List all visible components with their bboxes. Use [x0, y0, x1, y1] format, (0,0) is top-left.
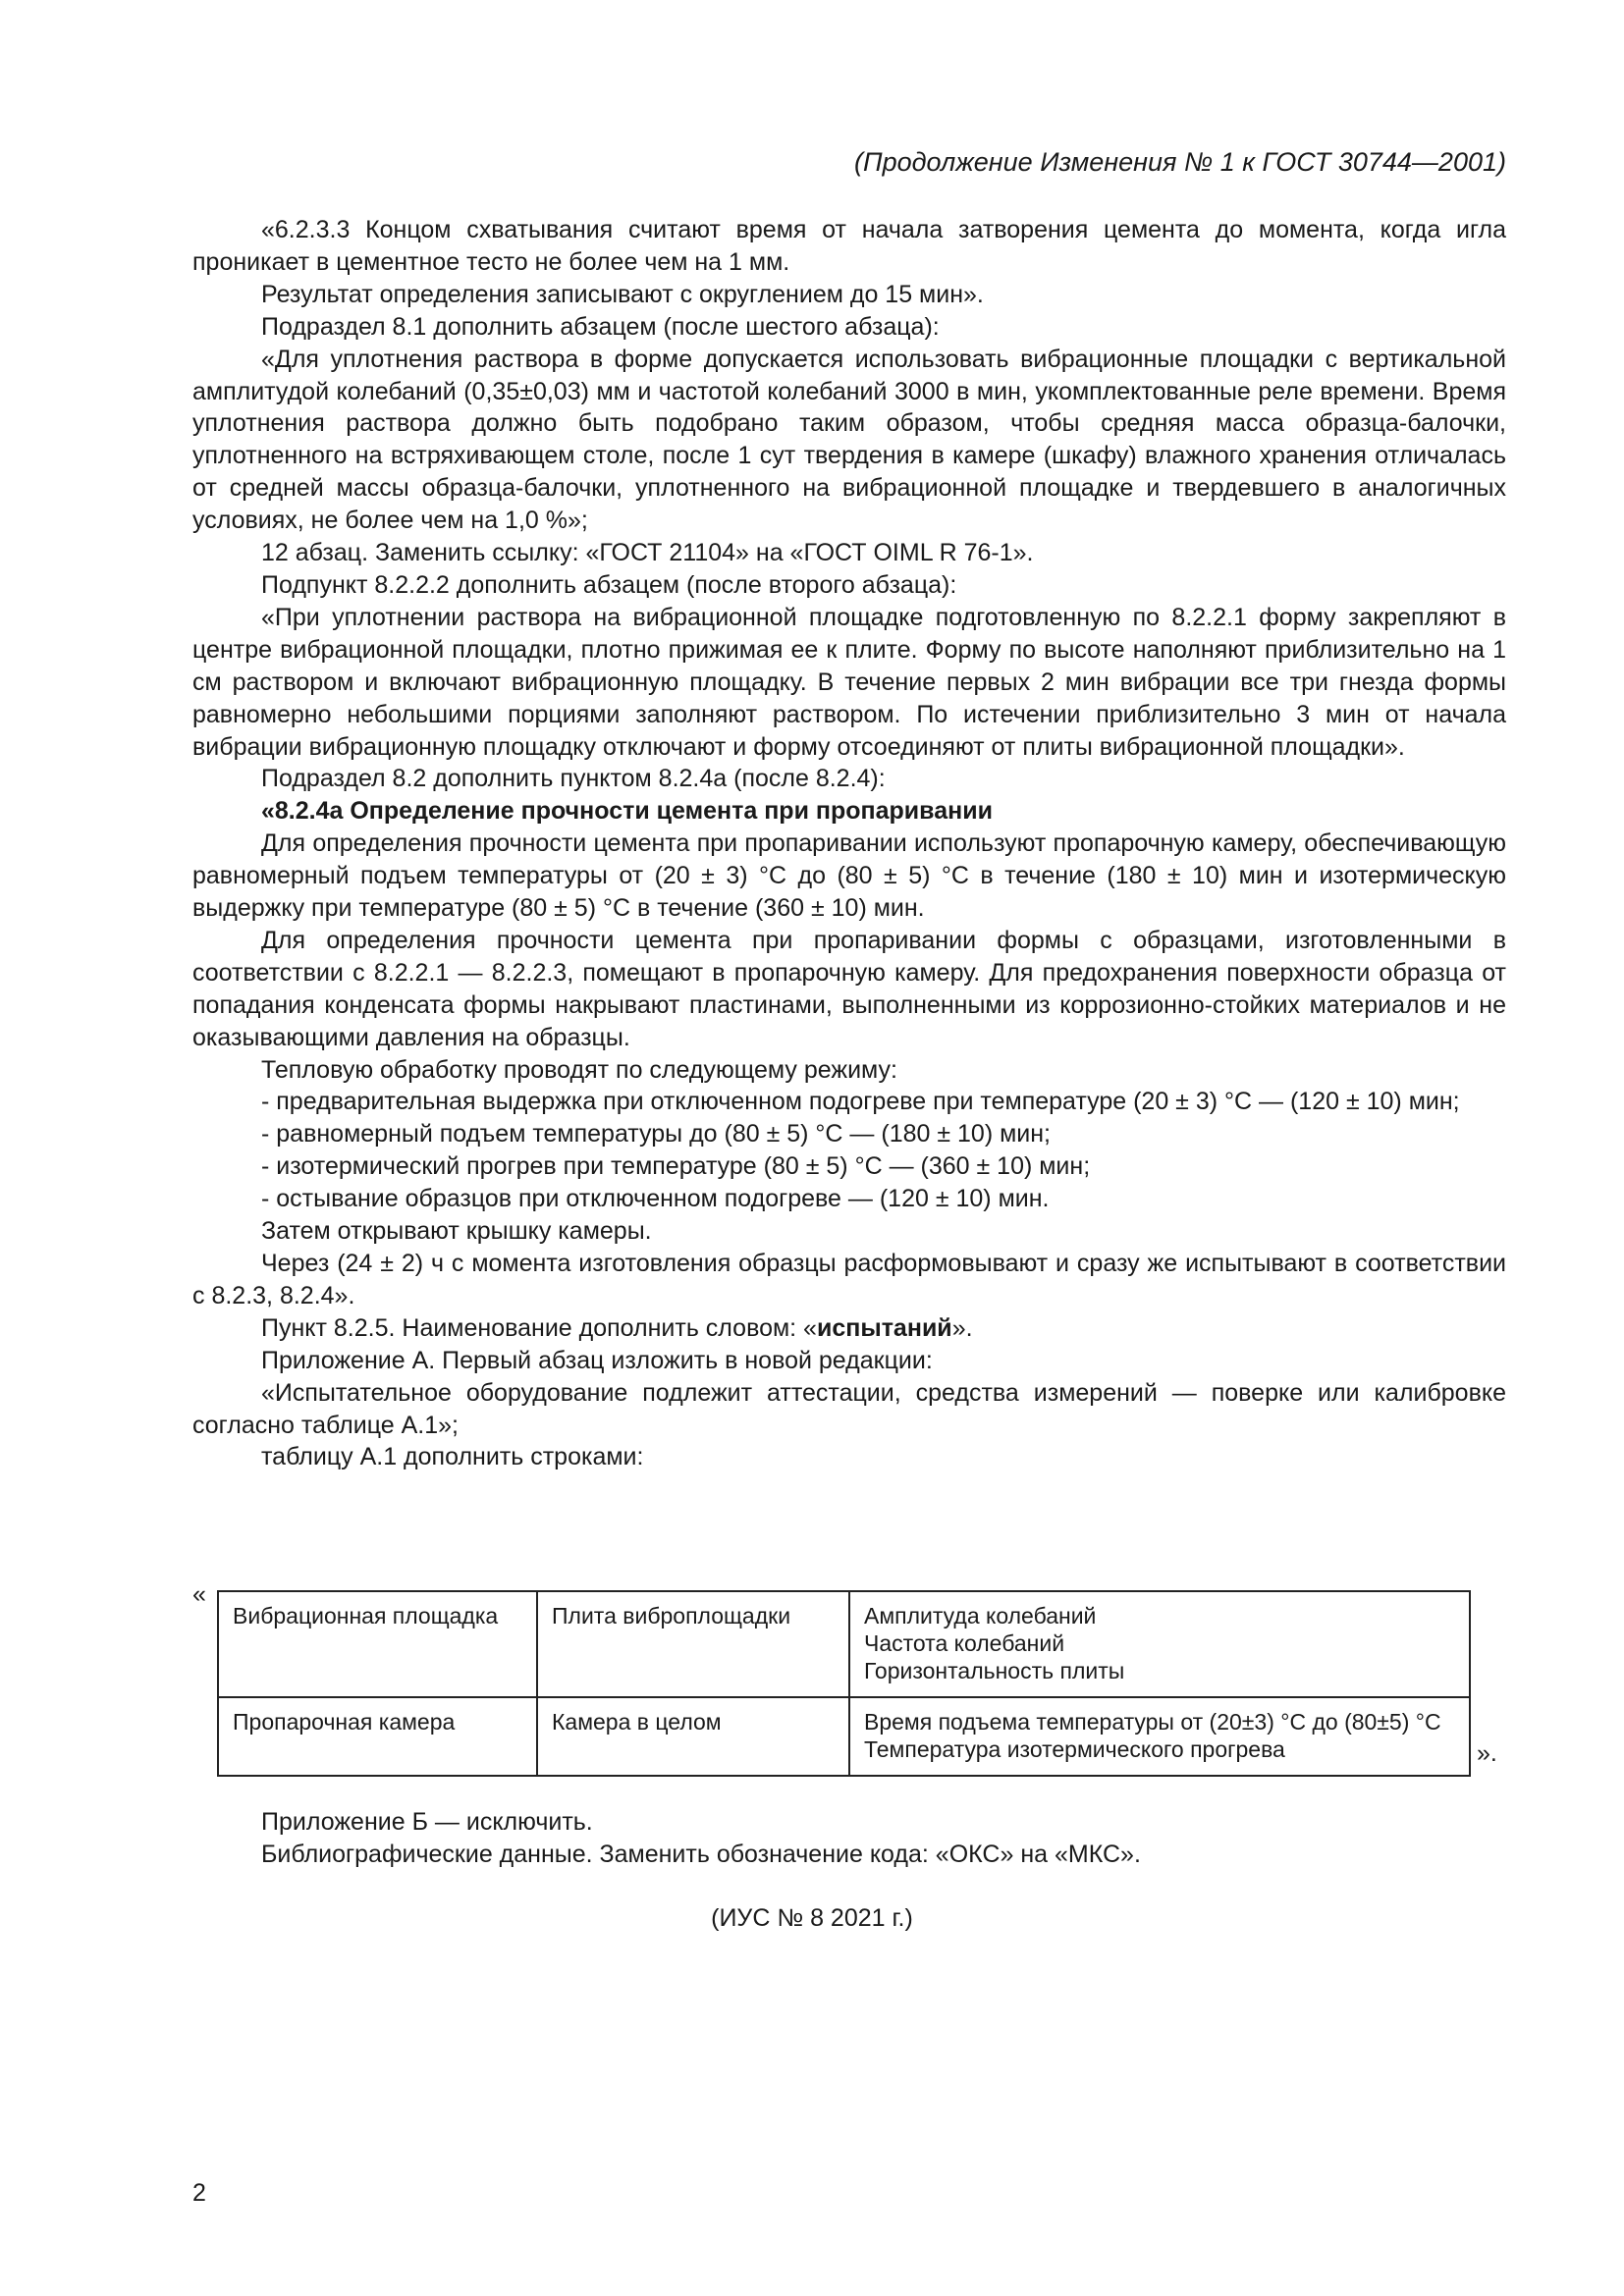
list-item: - изотермический прогрев при температуре (80 ± 5) °С — (360 ± 10) мин; — [261, 1152, 1091, 1181]
paragraph: «Испытательное оборудование подлежит аттестации, средства измерений — поверке или калибровке согласно таблице А.1»; — [192, 1378, 1506, 1439]
parameter-line: Время подъема температуры от (20±3) °С до (80±5) °С — [864, 1709, 1441, 1735]
parameter-line: Температура изотермического прогрева — [864, 1736, 1285, 1762]
parameter-line: Частота колебаний — [864, 1630, 1065, 1656]
paragraph: Приложение Б — исключить. — [261, 1808, 593, 1836]
paragraph: Подраздел 8.1 дополнить абзацем (после шестого абзаца): — [261, 312, 940, 341]
bold-word: испытаний — [816, 1313, 952, 1342]
table-cell-parameters — [849, 1591, 1470, 1697]
parameter-line: Амплитуда колебаний — [864, 1603, 1097, 1629]
table-cell-component: Камера в целом — [537, 1697, 849, 1776]
paragraph-text: Пункт 8.2.5. Наименование дополнить словом: « — [261, 1313, 817, 1342]
body-text — [192, 214, 1506, 1473]
table-cell-equipment: Вибрационная площадка — [218, 1591, 537, 1697]
paragraph: «Для уплотнения раствора в форме допускается использовать вибрационные площадки с вертикальной амплитудой колебаний (0,35±0,03) мм и частотой колебаний 3000 в мин, укомплектованные реле времени. Время уплотнения раствора должно быть подобрано таким образом, чтобы средняя масса образца-балочки, уплотненного на встряхивающем столе, после 1 сут твердения в камере (шкафу) влажного хранения отличалась от средней массы образца-балочки, уплотненного на вибрационной площадке и твердевшего в аналогичных условиях, не более чем на 1,0 %»; — [192, 345, 1506, 535]
table-row — [218, 1697, 1470, 1776]
paragraph: Подраздел 8.2 дополнить пунктом 8.2.4а (после 8.2.4): — [261, 765, 886, 793]
quote-open: « — [192, 1580, 206, 1608]
list-item: - предварительная выдержка при отключенном подогреве при температуре (20 ± 3) °С — (120 ± 10) мин; — [261, 1088, 1460, 1116]
quote-close: ». — [1477, 1739, 1497, 1767]
paragraph: Подпункт 8.2.2.2 дополнить абзацем (после второго абзаца): — [261, 570, 957, 599]
paragraph: 12 абзац. Заменить ссылку: «ГОСТ 21104» на «ГОСТ OIML R 76-1». — [261, 539, 1034, 567]
table-a1-addition — [192, 1580, 1506, 1777]
paragraph — [192, 1312, 1506, 1345]
issue-note: (ИУС № 8 2021 г.) — [711, 1904, 913, 1932]
paragraph: Для определения прочности цемента при пропаривании формы с образцами, изготовленными в соответствии с 8.2.2.1 — 8.2.2.3, помещают в пропарочную камеру. Для предохранения поверхности образца от попадания конденсата формы накрывают пластинами, выполненными из коррозионно-стойких материалов и не оказывающими давления на образцы. — [192, 926, 1506, 1051]
page-number: 2 — [192, 2179, 206, 2207]
paragraph: «При уплотнении раствора на вибрационной площадке подготовленную по 8.2.2.1 форму закрепляют в центре вибрационной площадки, плотно прижимая ее к плите. Форму по высоте наполняют приблизительно на 1 см раствором и включают вибрационную площадку. В течение первых 2 мин вибрации все три гнезда формы равномерно небольшими порциями заполняют раствором. По истечении приблизительно 3 мин от начала вибрации вибрационную площадку отключают и форму отсоединяют от плиты вибрационной площадки». — [192, 603, 1506, 761]
paragraph: «6.2.3.3 Концом схватывания считают время от начала затворения цемента до момента, когда игла проникает в цементное тесто не более чем на 1 мм. — [192, 216, 1506, 276]
paragraph-text: ». — [951, 1313, 973, 1342]
appendix-table — [217, 1590, 1471, 1777]
parameter-line: Горизонтальность плиты — [864, 1658, 1125, 1683]
section-heading: «8.2.4а Определение прочности цемента при пропаривании — [261, 797, 993, 826]
table-row — [218, 1591, 1470, 1697]
list-item: - остывание образцов при отключенном подогреве — (120 ± 10) мин. — [261, 1185, 1050, 1213]
paragraph: Затем открывают крышку камеры. — [261, 1217, 652, 1246]
paragraph: Через (24 ± 2) ч с момента изготовления образцы расформовывают и сразу же испытывают в соответствии с 8.2.3, 8.2.4». — [192, 1250, 1506, 1309]
paragraph: Для определения прочности цемента при пропаривании используют пропарочную камеру, обеспечивающую равномерный подъем температуры от (20 ± 3) °С до (80 ± 5) °С в течение (180 ± 10) мин и изотермическую выдержку при температуре (80 ± 5) °С в течение (360 ± 10) мин. — [192, 829, 1506, 923]
list-item: - равномерный подъем температуры до (80 ± 5) °С — (180 ± 10) мин; — [261, 1120, 1052, 1148]
paragraph: Результат определения записывают с округлением до 15 мин». — [261, 280, 984, 308]
tail-text — [192, 1806, 1506, 1871]
paragraph: Библиографические данные. Заменить обозначение кода: «ОКС» на «МКС». — [261, 1841, 1141, 1868]
page-header: (Продолжение Изменения № 1 к ГОСТ 30744—2001) — [854, 147, 1506, 177]
table-cell-parameters — [849, 1697, 1470, 1776]
paragraph: Тепловую обработку проводят по следующему режиму: — [261, 1055, 897, 1084]
paragraph: таблицу А.1 дополнить строками: — [261, 1443, 644, 1471]
paragraph: Приложение А. Первый абзац изложить в новой редакции: — [261, 1346, 933, 1374]
table-cell-component: Плита виброплощадки — [537, 1591, 849, 1697]
table-cell-equipment: Пропарочная камера — [218, 1697, 537, 1776]
